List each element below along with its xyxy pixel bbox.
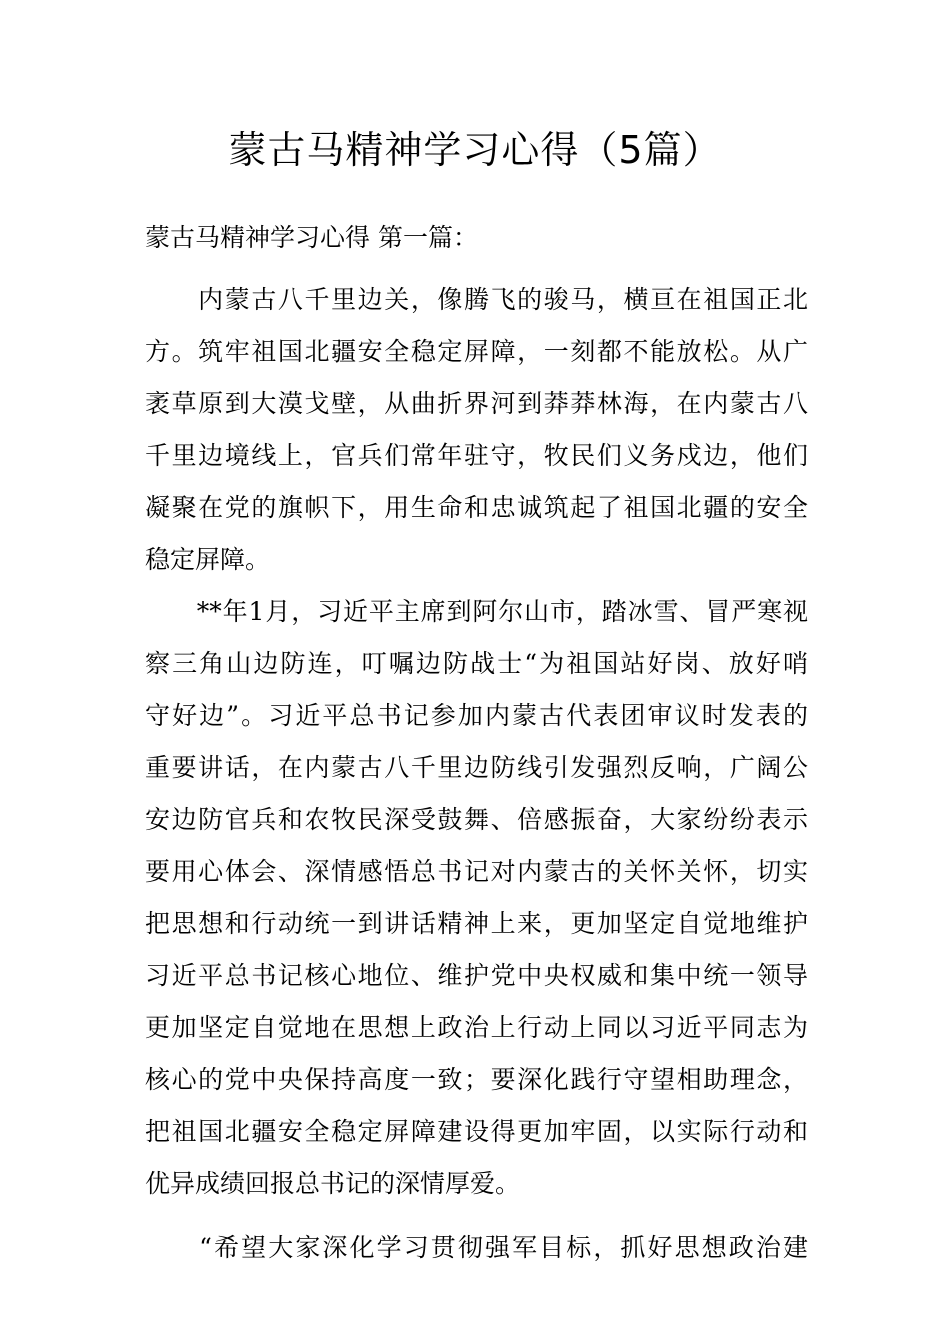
paragraph-line: 稳定屏障。 bbox=[145, 545, 271, 574]
paragraph-line: 优异成绩回报总书记的深情厚爱。 bbox=[145, 1169, 521, 1198]
paragraph-line: 方。筑牢祖国北疆安全稳定屏障，一刻都不能放松。从广 bbox=[145, 337, 808, 366]
paragraph-line: 把祖国北疆安全稳定屏障建设得更加牢固，以实际行动和 bbox=[145, 1117, 808, 1146]
paragraph-line: 要用心体会、深情感悟总书记对内蒙古的关怀关怀，切实 bbox=[145, 857, 808, 886]
paragraph-line: 习近平总书记核心地位、维护党中央权威和集中统一领导 bbox=[145, 961, 808, 990]
paragraph-line: 安边防官兵和农牧民深受鼓舞、倍感振奋，大家纷纷表示 bbox=[145, 805, 808, 834]
paragraph-line: 袤草原到大漠戈壁，从曲折界河到莽莽林海，在内蒙古八 bbox=[145, 389, 808, 418]
paragraph-line: 千里边境线上，官兵们常年驻守，牧民们义务戍边，他们 bbox=[145, 441, 808, 470]
paragraph-line: 核心的党中央保持高度一致；要深化践行守望相助理念， bbox=[145, 1065, 808, 1094]
paragraph-line: “希望大家深化学习贯彻强军目标，抓好思想政治建 bbox=[145, 1233, 808, 1262]
paragraph-line: 更加坚定自觉地在思想上政治上行动上同以习近平同志为 bbox=[145, 1013, 808, 1042]
document-title: 蒙古马精神学习心得（5篇） bbox=[228, 128, 722, 172]
paragraph-line: 重要讲话，在内蒙古八千里边防线引发强烈反响，广阔公 bbox=[145, 753, 808, 782]
section-heading: 蒙古马精神学习心得 第一篇： bbox=[145, 223, 478, 252]
paragraph-line: **年1月，习近平主席到阿尔山市，踏冰雪、冒严寒视 bbox=[145, 597, 808, 626]
paragraph-line: 凝聚在党的旗帜下，用生命和忠诚筑起了祖国北疆的安全 bbox=[145, 493, 808, 522]
paragraph-line: 内蒙古八千里边关，像腾飞的骏马，横亘在祖国正北 bbox=[145, 285, 808, 314]
paragraph-line: 守好边”。习近平总书记参加内蒙古代表团审议时发表的 bbox=[145, 701, 808, 730]
paragraph-line: 把思想和行动统一到讲话精神上来，更加坚定自觉地维护 bbox=[145, 909, 808, 938]
paragraph-line: 察三角山边防连，叮嘱边防战士“为祖国站好岗、放好哨 bbox=[145, 649, 808, 678]
